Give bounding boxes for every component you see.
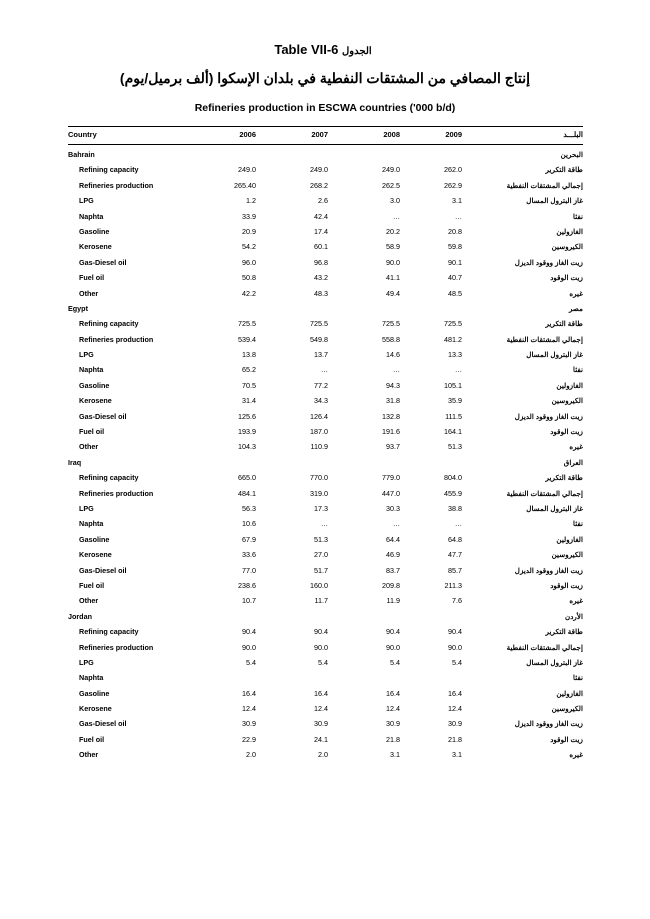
row-label-en: Refining capacity: [79, 627, 139, 637]
row-label-en: Kerosene: [79, 704, 112, 714]
cell-value-2008: 20.2: [386, 226, 400, 236]
cell-value-2006: 125.6: [238, 411, 256, 421]
table-row: [68, 748, 583, 763]
cell-value-2009: 47.7: [448, 550, 462, 560]
table-row: [68, 440, 583, 455]
row-label-ar: الغازولين: [556, 688, 583, 698]
cell-value-2008: …: [392, 365, 400, 375]
cell-value-2006: 13.8: [242, 350, 256, 360]
cell-value-2009: 30.9: [448, 719, 462, 729]
cell-value-2007: 725.5: [310, 319, 328, 329]
cell-value-2008: 3.0: [390, 196, 400, 206]
cell-value-2008: …: [392, 211, 400, 221]
cell-value-2006: 70.5: [242, 380, 256, 390]
cell-value-2008: 191.6: [382, 427, 400, 437]
row-label-en: Jordan: [68, 611, 92, 621]
row-label-en: LPG: [79, 503, 94, 513]
cell-value-2009: 804.0: [444, 473, 462, 483]
cell-value-2009: 51.3: [448, 442, 462, 452]
cell-value-2007: 17.4: [314, 226, 328, 236]
cell-value-2006: 56.3: [242, 503, 256, 513]
cell-value-2008: 447.0: [382, 488, 400, 498]
row-label-en: Gasoline: [79, 226, 110, 236]
cell-value-2007: 160.0: [310, 580, 328, 590]
table-row: [68, 548, 583, 563]
cell-value-2006: 31.4: [242, 396, 256, 406]
cell-value-2009: 455.9: [444, 488, 462, 498]
table-row: [68, 733, 583, 748]
cell-value-2006: 33.6: [242, 550, 256, 560]
cell-value-2006: 5.4: [246, 657, 256, 667]
row-label-en: Fuel oil: [79, 427, 105, 437]
row-label-ar: إجمالي المشتقات النفطية: [506, 488, 583, 498]
cell-value-2008: 90.4: [386, 627, 400, 637]
row-label-en: LPG: [79, 196, 94, 206]
row-label-ar: الأردن: [564, 611, 583, 621]
row-label-ar: الكيروسين: [551, 704, 583, 714]
country-row: [68, 148, 583, 163]
row-label-ar: غيره: [569, 596, 583, 606]
row-label-ar: الكيروسين: [551, 550, 583, 560]
table-row: [68, 410, 583, 425]
cell-value-2006: 96.0: [242, 257, 256, 267]
cell-value-2009: 13.3: [448, 350, 462, 360]
cell-value-2009: 59.8: [448, 242, 462, 252]
cell-value-2009: 3.1: [452, 196, 462, 206]
row-label-en: Gasoline: [79, 534, 110, 544]
cell-value-2007: 77.2: [314, 380, 328, 390]
cell-value-2006: 67.9: [242, 534, 256, 544]
cell-value-2007: 549.8: [310, 334, 328, 344]
row-label-en: Refining capacity: [79, 319, 139, 329]
cell-value-2009: …: [454, 365, 462, 375]
table-row: [68, 379, 583, 394]
cell-value-2008: 94.3: [386, 380, 400, 390]
row-label-en: Other: [79, 750, 99, 760]
table-row: [68, 425, 583, 440]
row-label-ar: زيت الغاز ووقود الديزل: [514, 411, 583, 421]
cell-value-2008: 49.4: [386, 288, 400, 298]
table-row: [68, 579, 583, 594]
table-row: [68, 225, 583, 240]
table-row: [68, 240, 583, 255]
title-arabic: إنتاج المصافي من المشتقات النفطية في بلدان الإسكوا (ألف برميل/يوم): [119, 70, 531, 86]
row-label-en: Fuel oil: [79, 734, 105, 744]
cell-value-2007: 51.3: [314, 534, 328, 544]
cell-value-2008: 93.7: [386, 442, 400, 452]
cell-value-2007: …: [320, 365, 328, 375]
cell-value-2008: 3.1: [390, 750, 400, 760]
row-label-en: Naphta: [79, 211, 104, 221]
cell-value-2009: 164.1: [444, 427, 462, 437]
country-row: [68, 302, 583, 317]
cell-value-2009: 16.4: [448, 688, 462, 698]
row-label-ar: الغازولين: [556, 534, 583, 544]
cell-value-2006: 33.9: [242, 211, 256, 221]
row-label-ar: الكيروسين: [551, 242, 583, 252]
cell-value-2007: 249.0: [310, 165, 328, 175]
cell-value-2007: 12.4: [314, 704, 328, 714]
row-label-ar: زيت الوقود: [550, 273, 583, 283]
table-label-ar: الجدول: [342, 46, 372, 57]
cell-value-2007: 90.0: [314, 642, 328, 652]
row-label-ar: طاقة التكرير: [545, 473, 583, 483]
cell-value-2007: 16.4: [314, 688, 328, 698]
table-row: [68, 641, 583, 656]
row-label-ar: غاز البترول المسال: [526, 657, 583, 667]
row-label-ar: زيت الوقود: [550, 427, 583, 437]
row-label-en: Gas-Diesel oil: [79, 719, 127, 729]
cell-value-2008: 132.8: [382, 411, 400, 421]
row-label-en: Other: [79, 288, 99, 298]
data-table: [68, 148, 583, 764]
row-label-en: Naphta: [79, 365, 104, 375]
cell-value-2006: 265.40: [234, 180, 256, 190]
row-label-ar: نفثا: [573, 211, 583, 221]
table-row: [68, 210, 583, 225]
row-label-en: Kerosene: [79, 396, 112, 406]
cell-value-2008: 41.1: [386, 273, 400, 283]
table-row: [68, 487, 583, 502]
cell-value-2006: 90.4: [242, 627, 256, 637]
table-row: [68, 687, 583, 702]
cell-value-2007: 17.3: [314, 503, 328, 513]
table-row: [68, 394, 583, 409]
header-year-2009: 2009: [445, 130, 462, 139]
cell-value-2009: 7.6: [452, 596, 462, 606]
cell-value-2006: 249.0: [238, 165, 256, 175]
cell-value-2006: 30.9: [242, 719, 256, 729]
cell-value-2006: 1.2: [246, 196, 256, 206]
cell-value-2009: 20.8: [448, 226, 462, 236]
cell-value-2006: 238.6: [238, 580, 256, 590]
table-row: [68, 256, 583, 271]
table-row: [68, 363, 583, 378]
table-row: [68, 271, 583, 286]
cell-value-2007: …: [320, 519, 328, 529]
cell-value-2008: 30.3: [386, 503, 400, 513]
cell-value-2009: 48.5: [448, 288, 462, 298]
table-row: [68, 717, 583, 732]
table-row: [68, 502, 583, 517]
header-country-ar: البلـــد: [563, 130, 583, 139]
cell-value-2008: 90.0: [386, 257, 400, 267]
cell-value-2008: 30.9: [386, 719, 400, 729]
row-label-en: Egypt: [68, 303, 88, 313]
row-label-ar: إجمالي المشتقات النفطية: [506, 180, 583, 190]
cell-value-2009: 262.9: [444, 180, 462, 190]
cell-value-2009: 90.4: [448, 627, 462, 637]
row-label-en: Gas-Diesel oil: [79, 257, 127, 267]
row-label-ar: زيت الوقود: [550, 580, 583, 590]
table-row: [68, 671, 583, 686]
row-label-en: Fuel oil: [79, 273, 105, 283]
cell-value-2008: 5.4: [390, 657, 400, 667]
cell-value-2006: 10.6: [242, 519, 256, 529]
cell-value-2006: 65.2: [242, 365, 256, 375]
cell-value-2006: 90.0: [242, 642, 256, 652]
cell-value-2009: 725.5: [444, 319, 462, 329]
row-label-ar: طاقة التكرير: [545, 627, 583, 637]
cell-value-2006: 193.9: [238, 427, 256, 437]
cell-value-2007: 319.0: [310, 488, 328, 498]
cell-value-2009: 211.3: [444, 580, 462, 590]
row-label-en: LPG: [79, 657, 94, 667]
cell-value-2007: 2.0: [318, 750, 328, 760]
cell-value-2007: 34.3: [314, 396, 328, 406]
cell-value-2007: 43.2: [314, 273, 328, 283]
cell-value-2008: 12.4: [386, 704, 400, 714]
cell-value-2009: 3.1: [452, 750, 462, 760]
cell-value-2008: 64.4: [386, 534, 400, 544]
cell-value-2006: 484.1: [238, 488, 256, 498]
cell-value-2009: 38.8: [448, 503, 462, 513]
row-label-ar: زيت الوقود: [550, 734, 583, 744]
table-row: [68, 564, 583, 579]
cell-value-2007: 11.7: [314, 596, 328, 606]
row-label-en: Refineries production: [79, 180, 154, 190]
row-label-en: Gasoline: [79, 380, 110, 390]
cell-value-2007: 24.1: [314, 734, 328, 744]
table-row: [68, 625, 583, 640]
header-bottom-rule: [68, 144, 583, 145]
cell-value-2008: 16.4: [386, 688, 400, 698]
cell-value-2007: 770.0: [310, 473, 328, 483]
row-label-ar: الكيروسين: [551, 396, 583, 406]
cell-value-2007: 51.7: [314, 565, 328, 575]
cell-value-2008: 779.0: [382, 473, 400, 483]
table-row: [68, 317, 583, 332]
row-label-ar: طاقة التكرير: [545, 165, 583, 175]
cell-value-2008: 249.0: [382, 165, 400, 175]
cell-value-2007: 2.6: [318, 196, 328, 206]
cell-value-2008: 31.8: [386, 396, 400, 406]
table-row: [68, 533, 583, 548]
cell-value-2008: 725.5: [382, 319, 400, 329]
row-label-en: Fuel oil: [79, 580, 105, 590]
row-label-en: Kerosene: [79, 550, 112, 560]
row-label-ar: زيت الغاز ووقود الديزل: [514, 257, 583, 267]
row-label-ar: غاز البترول المسال: [526, 196, 583, 206]
cell-value-2007: 13.7: [314, 350, 328, 360]
cell-value-2009: 111.5: [445, 411, 462, 421]
cell-value-2006: 10.7: [242, 596, 256, 606]
row-label-ar: العراق: [563, 457, 583, 467]
cell-value-2008: 90.0: [386, 642, 400, 652]
cell-value-2006: 20.9: [242, 226, 256, 236]
cell-value-2007: 60.1: [314, 242, 328, 252]
row-label-ar: الغازولين: [556, 380, 583, 390]
cell-value-2009: 40.7: [448, 273, 462, 283]
cell-value-2009: 85.7: [448, 565, 462, 575]
row-label-ar: البحرين: [560, 150, 583, 159]
row-label-en: Refining capacity: [79, 473, 139, 483]
row-label-en: Gas-Diesel oil: [79, 565, 127, 575]
title-english: Refineries production in ESCWA countries ('000 b/d): [194, 102, 456, 114]
row-label-ar: غيره: [569, 288, 583, 298]
row-label-ar: طاقة التكرير: [545, 319, 583, 329]
header-country: Country: [68, 130, 97, 139]
cell-value-2008: 21.8: [386, 734, 400, 744]
cell-value-2007: 126.4: [310, 411, 328, 421]
row-label-en: Gas-Diesel oil: [79, 411, 127, 421]
row-label-ar: نفثا: [573, 365, 583, 375]
row-label-en: Bahrain: [68, 150, 95, 159]
cell-value-2007: 187.0: [310, 427, 328, 437]
cell-value-2008: 46.9: [386, 550, 400, 560]
row-label-en: Refineries production: [79, 488, 154, 498]
row-label-ar: الغازولين: [556, 226, 583, 236]
row-label-en: Naphta: [79, 519, 104, 529]
row-label-ar: غيره: [569, 750, 583, 760]
table-row: [68, 179, 583, 194]
cell-value-2008: 262.5: [382, 180, 400, 190]
cell-value-2009: …: [454, 519, 462, 529]
row-label-ar: نفثا: [573, 673, 583, 683]
table-number: [0, 42, 650, 57]
row-label-en: Refining capacity: [79, 165, 139, 175]
row-label-ar: غاز البترول المسال: [526, 350, 583, 360]
row-label-en: Kerosene: [79, 242, 112, 252]
header-year-2007: 2007: [311, 130, 328, 139]
row-label-ar: نفثا: [573, 519, 583, 529]
cell-value-2009: 35.9: [448, 396, 462, 406]
table-label-en: Table VII-6: [274, 42, 339, 57]
cell-value-2009: 105.1: [444, 380, 462, 390]
table-row: [68, 656, 583, 671]
row-label-ar: إجمالي المشتقات النفطية: [506, 642, 583, 652]
table-header: [68, 130, 583, 142]
cell-value-2008: 14.6: [386, 350, 400, 360]
cell-value-2009: 5.4: [452, 657, 462, 667]
table-row: [68, 594, 583, 609]
cell-value-2007: 110.9: [310, 442, 328, 452]
cell-value-2006: 12.4: [242, 704, 256, 714]
cell-value-2007: 268.2: [310, 180, 328, 190]
cell-value-2007: 30.9: [314, 719, 328, 729]
cell-value-2008: 11.9: [386, 596, 400, 606]
cell-value-2006: 539.4: [238, 334, 256, 344]
cell-value-2006: 665.0: [238, 473, 256, 483]
cell-value-2008: 83.7: [386, 565, 400, 575]
cell-value-2009: 90.0: [448, 642, 462, 652]
cell-value-2007: 90.4: [314, 627, 328, 637]
cell-value-2009: 262.0: [444, 165, 462, 175]
cell-value-2008: 558.8: [382, 334, 400, 344]
row-label-en: Other: [79, 596, 99, 606]
table-row: [68, 702, 583, 717]
header-year-2008: 2008: [383, 130, 400, 139]
row-label-ar: غاز البترول المسال: [526, 503, 583, 513]
cell-value-2008: 58.9: [386, 242, 400, 252]
row-label-ar: زيت الغاز ووقود الديزل: [514, 719, 583, 729]
table-row: [68, 333, 583, 348]
cell-value-2006: 2.0: [246, 750, 256, 760]
header-top-rule: [68, 126, 583, 127]
cell-value-2009: 90.1: [448, 257, 462, 267]
row-label-ar: مصر: [568, 303, 583, 313]
row-label-ar: زيت الغاز ووقود الديزل: [514, 565, 583, 575]
row-label-en: Iraq: [68, 457, 82, 467]
cell-value-2006: 725.5: [238, 319, 256, 329]
cell-value-2009: 12.4: [448, 704, 462, 714]
table-row: [68, 471, 583, 486]
table-row: [68, 163, 583, 178]
row-label-ar: غيره: [569, 442, 583, 452]
cell-value-2009: 481.2: [444, 334, 462, 344]
cell-value-2007: 48.3: [314, 288, 328, 298]
cell-value-2008: …: [392, 519, 400, 529]
table-row: [68, 517, 583, 532]
cell-value-2006: 42.2: [242, 288, 256, 298]
cell-value-2006: 16.4: [242, 688, 256, 698]
cell-value-2006: 22.9: [242, 734, 256, 744]
row-label-ar: إجمالي المشتقات النفطية: [506, 334, 583, 344]
row-label-en: Refineries production: [79, 334, 154, 344]
cell-value-2007: 96.8: [314, 257, 328, 267]
cell-value-2009: …: [454, 211, 462, 221]
table-row: [68, 287, 583, 302]
table-row: [68, 194, 583, 209]
cell-value-2006: 104.3: [238, 442, 256, 452]
header-year-2006: 2006: [239, 130, 256, 139]
cell-value-2007: 42.4: [314, 211, 328, 221]
cell-value-2009: 21.8: [448, 734, 462, 744]
row-label-en: Other: [79, 442, 99, 452]
table-row: [68, 348, 583, 363]
row-label-en: Naphta: [79, 673, 104, 683]
country-row: [68, 456, 583, 471]
cell-value-2007: 5.4: [318, 657, 328, 667]
row-label-en: Gasoline: [79, 688, 110, 698]
cell-value-2008: 209.8: [382, 580, 400, 590]
cell-value-2006: 50.8: [242, 273, 256, 283]
row-label-en: Refineries production: [79, 642, 154, 652]
cell-value-2007: 27.0: [314, 550, 328, 560]
cell-value-2006: 54.2: [242, 242, 256, 252]
row-label-en: LPG: [79, 350, 94, 360]
cell-value-2009: 64.8: [448, 534, 462, 544]
country-row: [68, 610, 583, 625]
cell-value-2006: 77.0: [242, 565, 256, 575]
